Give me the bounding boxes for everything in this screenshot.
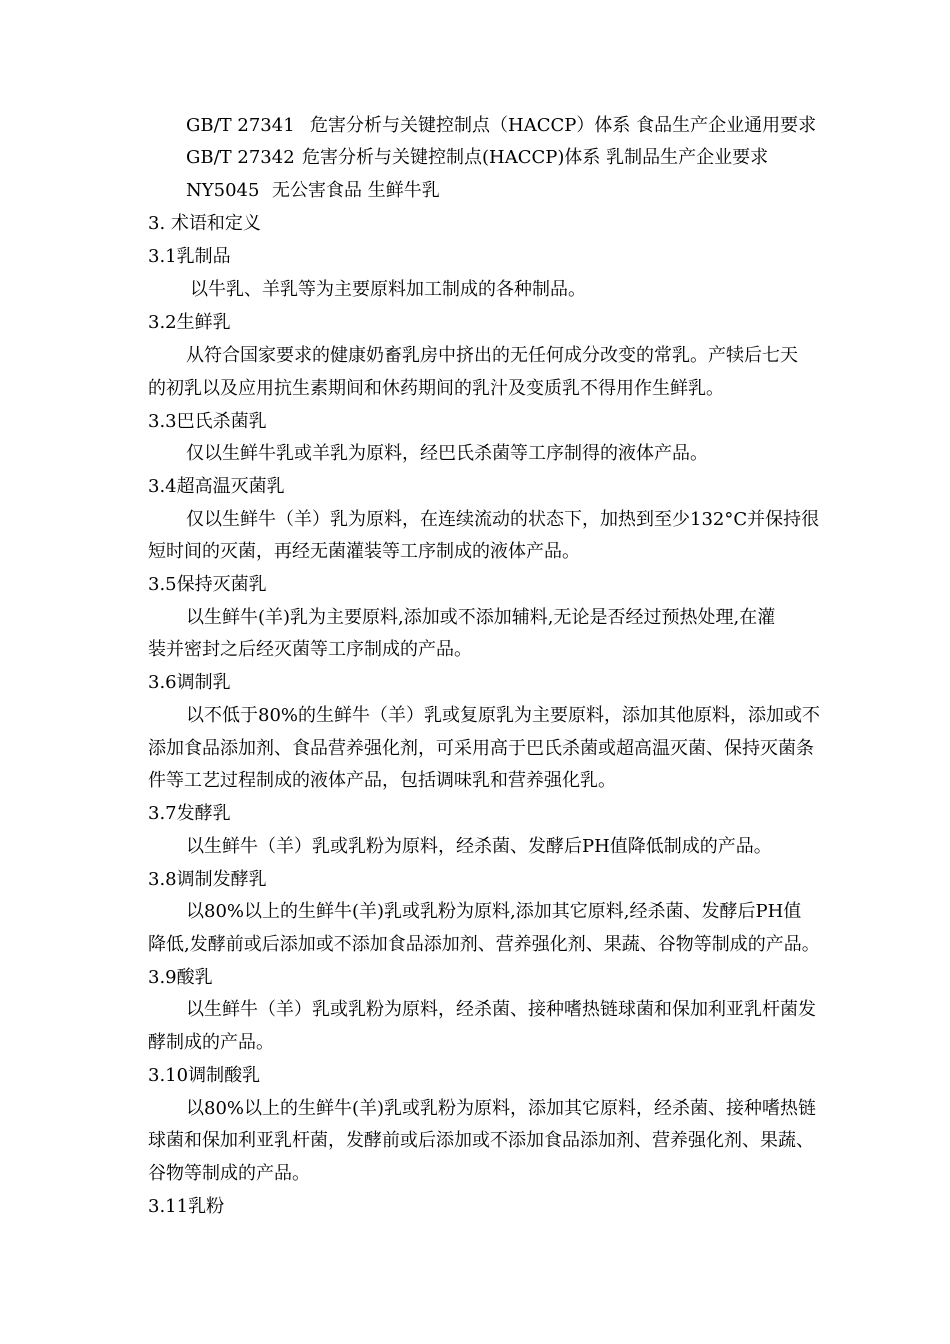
reference-code: GB/T 27342 (186, 147, 295, 168)
term-definition: 以不低于80%的生鲜牛（羊）乳或复原乳为主要原料，添加其他原料，添加或不 (186, 705, 821, 726)
term-heading: 3.11乳粉 (148, 1196, 225, 1217)
term-definition: 以生鲜牛（羊）乳或乳粉为原料，经杀菌、接种嗜热链球菌和保加利亚乳杆菌发 (186, 999, 816, 1020)
term-heading: 3.8调制发酵乳 (148, 869, 267, 890)
term-heading: 3.1乳制品 (148, 246, 231, 267)
term-definition: 件等工艺过程制成的液体产品，包括调味乳和营养强化乳。 (148, 770, 616, 791)
term-definition: 装并密封之后经灭菌等工序制成的产品。 (148, 639, 472, 660)
reference-code: NY5045 (186, 180, 260, 201)
term-heading: 3.10调制酸乳 (148, 1065, 261, 1086)
reference-line (186, 175, 886, 207)
term-heading: 3.4超高温灭菌乳 (148, 476, 285, 497)
term-definition: 谷物等制成的产品。 (148, 1163, 310, 1184)
term-definition: 以生鲜牛（羊）乳或乳粉为原料，经杀菌、发酵后PH值降低制成的产品。 (186, 836, 772, 857)
term-heading: 3.5保持灭菌乳 (148, 574, 267, 595)
term-definition: 从符合国家要求的健康奶畜乳房中挤出的无任何成分改变的常乳。产犊后七天 (186, 345, 798, 366)
term-definition: 添加食品添加剂、食品营养强化剂，可采用高于巴氏杀菌或超高温灭菌、保持灭菌条 (148, 738, 814, 759)
section-heading: 3. 术语和定义 (148, 213, 261, 234)
term-definition: 以生鲜牛(羊)乳为主要原料,添加或不添加辅料,无论是否经过预热处理,在灌 (186, 607, 776, 628)
reference-code: GB/T 27341 (186, 115, 295, 136)
term-definition: 仅以生鲜牛（羊）乳为原料，在连续流动的状态下，加热到至少132°C并保持很 (186, 509, 820, 530)
term-definition: 以80%以上的生鲜牛(羊)乳或乳粉为原料,添加其它原料,经杀菌、发酵后PH值 (186, 901, 802, 922)
term-definition: 酵制成的产品。 (148, 1032, 274, 1053)
reference-title: 危害分析与关键控制点（HACCP）体系 食品生产企业通用要求 (310, 115, 817, 136)
term-definition: 的初乳以及应用抗生素期间和休药期间的乳汁及变质乳不得用作生鲜乳。 (148, 378, 724, 399)
term-definition: 以80%以上的生鲜牛(羊)乳或乳粉为原料，添加其它原料，经杀菌、接种嗜热链 (186, 1098, 817, 1119)
term-definition: 短时间的灭菌，再经无菌灌装等工序制成的液体产品。 (148, 541, 580, 562)
term-definition: 球菌和保加利亚乳杆菌，发酵前或后添加或不添加食品添加剂、营养强化剂、果蔬、 (148, 1130, 814, 1151)
term-definition: 仅以生鲜牛乳或羊乳为原料，经巴氏杀菌等工序制得的液体产品。 (186, 443, 708, 464)
reference-title: 危害分析与关键控制点(HACCP)体系 乳制品生产企业要求 (302, 147, 769, 168)
term-definition: 降低,发酵前或后添加或不添加食品添加剂、营养强化剂、果蔬、谷物等制成的产品。 (148, 934, 820, 955)
term-heading: 3.3巴氏杀菌乳 (148, 411, 267, 432)
term-heading: 3.7发酵乳 (148, 803, 231, 824)
term-heading: 3.9酸乳 (148, 967, 213, 988)
reference-line (186, 110, 886, 142)
term-definition: 以牛乳、羊乳等为主要原料加工制成的各种制品。 (190, 279, 586, 300)
reference-line (186, 142, 886, 174)
term-heading: 3.6调制乳 (148, 672, 231, 693)
reference-title: 无公害食品 生鲜牛乳 (272, 180, 440, 201)
term-heading: 3.2生鲜乳 (148, 312, 231, 333)
